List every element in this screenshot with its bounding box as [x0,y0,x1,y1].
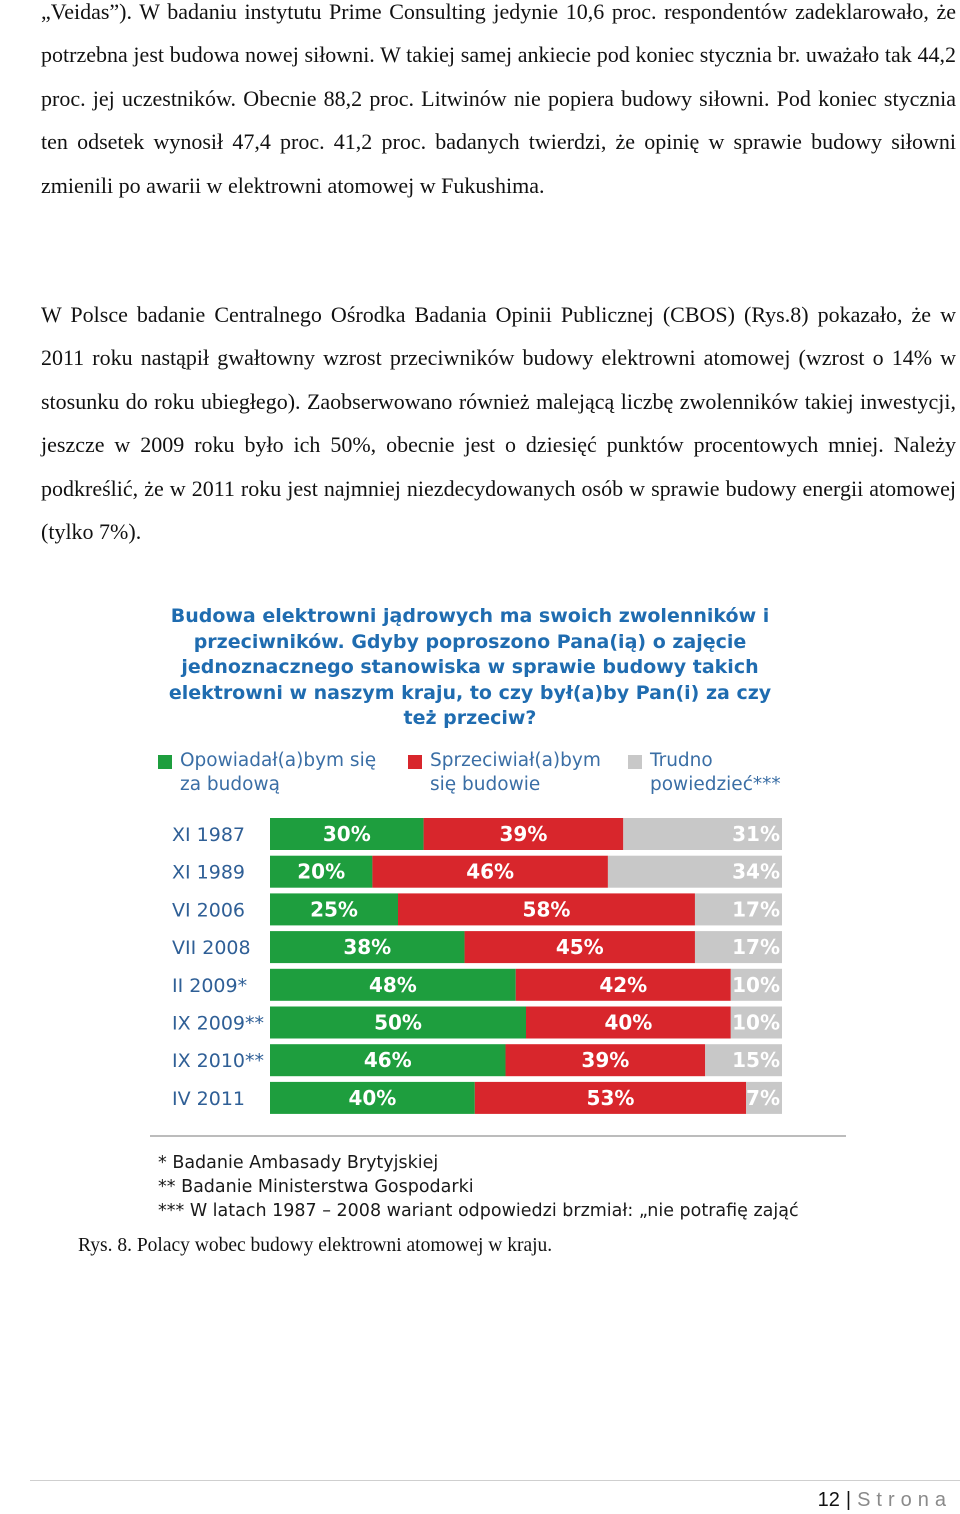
footer-word: Strona [857,1489,952,1511]
data-label-oppose: 40% [604,1010,653,1035]
footer-separator: | [845,1489,852,1511]
data-label-support: 50% [374,1010,422,1035]
y-tick-label: IV 2011 [172,1087,245,1110]
data-label-support: 40% [348,1085,397,1110]
data-label-undecided: 10% [732,972,780,997]
data-label-support: 25% [310,897,358,922]
legend-label-support: Opowiadał(a)bym się za budową [180,750,377,795]
data-label-support: 48% [368,972,417,997]
chart-divider [150,1135,846,1137]
data-label-oppose: 42% [599,972,648,997]
y-tick-label: XI 1989 [172,861,246,884]
chart-note-2: ** Badanie Ministerstwa Gospodarki [158,1177,474,1197]
data-label-undecided: 15% [732,1048,780,1073]
legend-label-oppose: Sprzeciwiał(a)bym się budowie [430,750,601,795]
y-tick-label: IX 2009** [172,1012,265,1035]
data-label-undecided: 17% [732,897,780,922]
data-label-undecided: 31% [732,822,780,846]
chart-note-1: * Badanie Ambasady Brytyjskiej [158,1153,439,1173]
figure-caption: Rys. 8. Polacy wobec budowy elektrowni atomowej w kraju. [78,1235,553,1256]
y-tick-label: XI 1987 [172,824,246,846]
data-label-support: 38% [343,935,392,960]
figure-chart [150,600,850,1225]
data-label-support: 20% [297,859,346,884]
chart-title: Budowa elektrowni jądrowych ma swoich zwolenników i przeciwników. Gdyby poproszono Pana(ią) o zajęcie jednoznacznego stanowiska w sprawie budowy takich elektrowni w naszym kraju, to czy był(a)by Pan(i) za czy też przeciw? [168,605,772,729]
data-label-oppose: 53% [586,1085,635,1110]
page-footer [818,1486,952,1514]
paragraph-2: W Polsce badanie Centralnego Ośrodka Badania Opinii Publicznej (CBOS) (Rys.8) pokazało, że w 2011 roku nastąpił gwałtowny wzrost przeciwników budowy elektrowni atomowej (wzrost o 14% w stosunku do roku ubiegłego). Zaobserwowano również malejącą liczbę zwolenników takiej inwestycji, jeszcze w 2009 roku było ich 50%, obecnie jest o dziesięć punktów procentowych mniej. Należy podkreślić, że w 2011 roku jest najmniej niezdecydowanych osób w sprawie budowy energii atomowej (tylko 7%). [41,302,956,545]
paragraph-1: „Veidas”). W badaniu instytutu Prime Consulting jedynie 10,6 proc. respondentów zadeklarowało, że potrzebna jest budowa nowej siłowni. W takiej samej ankiecie pod koniec stycznia br. uważało tak 44,2 proc. jej uczestników. Obecnie 88,2 proc. Litwinów nie popiera budowy siłowni. Pod koniec stycznia ten odsetek wynosił 47,4 proc. 41,2 proc. badanych twierdzi, że opinię w sprawie budowy siłowni zmienili po awarii w elektrowni atomowej w Fukushima. [41,0,956,198]
chart-plot [150,600,850,1135]
legend-label-undecided: Trudno powiedzieć*** [650,750,781,795]
data-label-oppose: 46% [466,859,515,884]
data-label-undecided: 7% [746,1085,780,1110]
data-label-support: 30% [322,822,371,846]
y-tick-label: IX 2010** [172,1050,265,1073]
data-label-oppose: 39% [581,1048,630,1073]
chart-note-3: *** W latach 1987 – 2008 wariant odpowiedzi brzmiał: „nie potrafię zająć [158,1201,799,1221]
data-label-oppose: 58% [522,897,571,922]
page-number: 12 [817,1489,840,1511]
y-tick-label: VI 2006 [172,899,245,922]
data-label-undecided: 10% [732,1010,780,1035]
data-label-oppose: 39% [499,822,548,846]
y-tick-label: VII 2008 [172,937,251,960]
data-label-undecided: 17% [732,935,780,960]
data-label-support: 46% [363,1048,412,1073]
footer-divider [30,1480,960,1481]
y-tick-label: II 2009* [172,974,248,997]
data-label-undecided: 34% [732,859,780,884]
data-label-oppose: 45% [555,935,604,960]
